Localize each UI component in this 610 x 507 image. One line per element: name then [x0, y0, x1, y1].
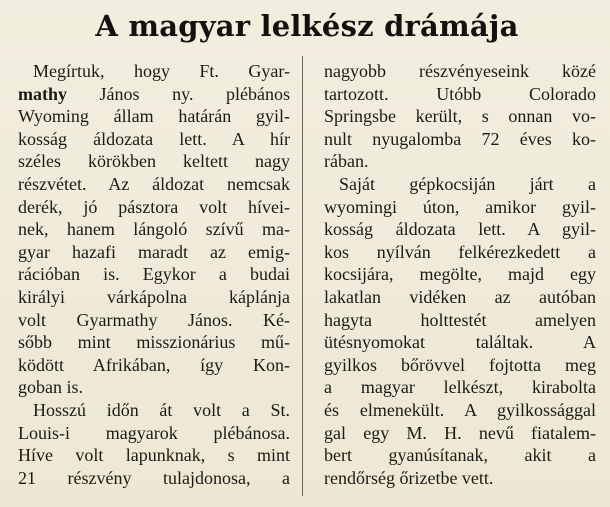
line-text: gal egy M. H. nevű fiatalem- [324, 422, 596, 443]
article-line [324, 173, 596, 196]
line-text: János ny. plébános [67, 83, 290, 104]
line-text: kosság áldozata lett. A gyil- [324, 219, 596, 240]
article-line [18, 376, 290, 399]
article-line [324, 105, 596, 128]
article-line [324, 331, 596, 354]
article-line [18, 105, 290, 128]
line-text: 21 részvény tulajdonosa, a [18, 467, 290, 488]
article-line [18, 150, 290, 173]
line-text: részvétet. Az áldozat nemcsak [18, 173, 290, 194]
article-line [324, 263, 596, 286]
article-body [18, 60, 596, 489]
article-line [18, 196, 290, 219]
article-line [324, 444, 596, 467]
right-column [324, 60, 596, 489]
line-text: Híve volt lapunknak, s mint [18, 445, 290, 466]
line-text: ködött Afrikában, így Kon- [18, 354, 290, 375]
article-line [324, 83, 596, 106]
article-line [18, 263, 290, 286]
line-text: nek, hanem lángoló szívű ma- [18, 219, 290, 240]
article-line [18, 422, 290, 445]
column-divider [302, 56, 303, 496]
article-line [324, 196, 596, 219]
article-line [18, 286, 290, 309]
line-text: gyar hazafi maradt az emig- [18, 241, 290, 262]
article-line [324, 309, 596, 332]
line-text: kosság áldozata lett. A hír [18, 128, 290, 149]
article-line [18, 467, 290, 490]
line-text: bert gyanúsítanak, akit a [324, 445, 596, 466]
line-text: rában. [324, 151, 369, 172]
line-text: és elmenekült. A gyilkossággal [324, 399, 596, 420]
article-line [18, 83, 290, 106]
line-text: nagyobb részvényeseink közé [324, 61, 596, 81]
article-line [324, 354, 596, 377]
article-line [18, 241, 290, 264]
line-text: ütésnyomokat találtak. A [324, 332, 596, 353]
line-text: tartozott. Utóbb Colorado [324, 83, 596, 104]
article-line [324, 241, 596, 264]
bold-text: mathy [18, 83, 67, 104]
line-text: nult nyugalomba 72 éves ko- [324, 128, 596, 149]
line-text: Louis-i magyarok plébánosa. [18, 422, 290, 443]
line-text: rációban is. Egykor a budai [18, 264, 290, 285]
article-line [18, 354, 290, 377]
line-text: derék, jó pásztora volt hívei- [18, 196, 290, 217]
article-line [18, 173, 290, 196]
article-line [324, 399, 596, 422]
line-text: széles körökben keltett nagy [18, 151, 290, 172]
article-line [18, 399, 290, 422]
line-text: wyomingi úton, amikor gyil- [324, 196, 596, 217]
article-line [324, 376, 596, 399]
line-text: Springsbe került, s onnan vo- [324, 106, 596, 127]
line-text: rendőrség őrizetbe vett. [324, 467, 494, 488]
line-text: sőbb mint misszionárius mű- [18, 332, 290, 353]
line-text: gyilkos bőrövvel fojtotta meg [324, 354, 596, 375]
left-column [18, 60, 290, 489]
line-text: a magyar lelkészt, kirabolta [324, 377, 596, 398]
article-line [324, 60, 596, 83]
line-text: kocsijára, megölte, majd egy [324, 264, 596, 285]
line-text: Wyoming állam határán gyil- [18, 106, 290, 127]
article-line [324, 467, 596, 490]
line-text: volt Gyarmathy János. Ké- [18, 309, 290, 330]
article-line [18, 444, 290, 467]
article-line [324, 218, 596, 241]
article-line [18, 331, 290, 354]
article-line [324, 422, 596, 445]
article-line [324, 128, 596, 151]
line-text: királyi várkápolna káplánja [18, 286, 290, 307]
article-line [324, 150, 596, 173]
line-text: goban is. [18, 377, 83, 398]
article-line [18, 218, 290, 241]
line-text: hagyta holttestét amelyen [324, 309, 596, 330]
line-text: kos nyílván felkérezkedett a [324, 241, 596, 262]
line-text: Saját gépkocsiján járt a [339, 173, 596, 194]
article-line [18, 309, 290, 332]
line-text: Megírtuk, hogy Ft. Gyar- [33, 61, 290, 81]
headline: A magyar lelkész drámája [95, 9, 519, 43]
article-line [324, 286, 596, 309]
article-line [18, 128, 290, 151]
line-text: Hosszú időn át volt a St. [33, 399, 290, 420]
line-text: lakatlan vidéken az autóban [324, 286, 596, 307]
article-line [18, 60, 290, 83]
